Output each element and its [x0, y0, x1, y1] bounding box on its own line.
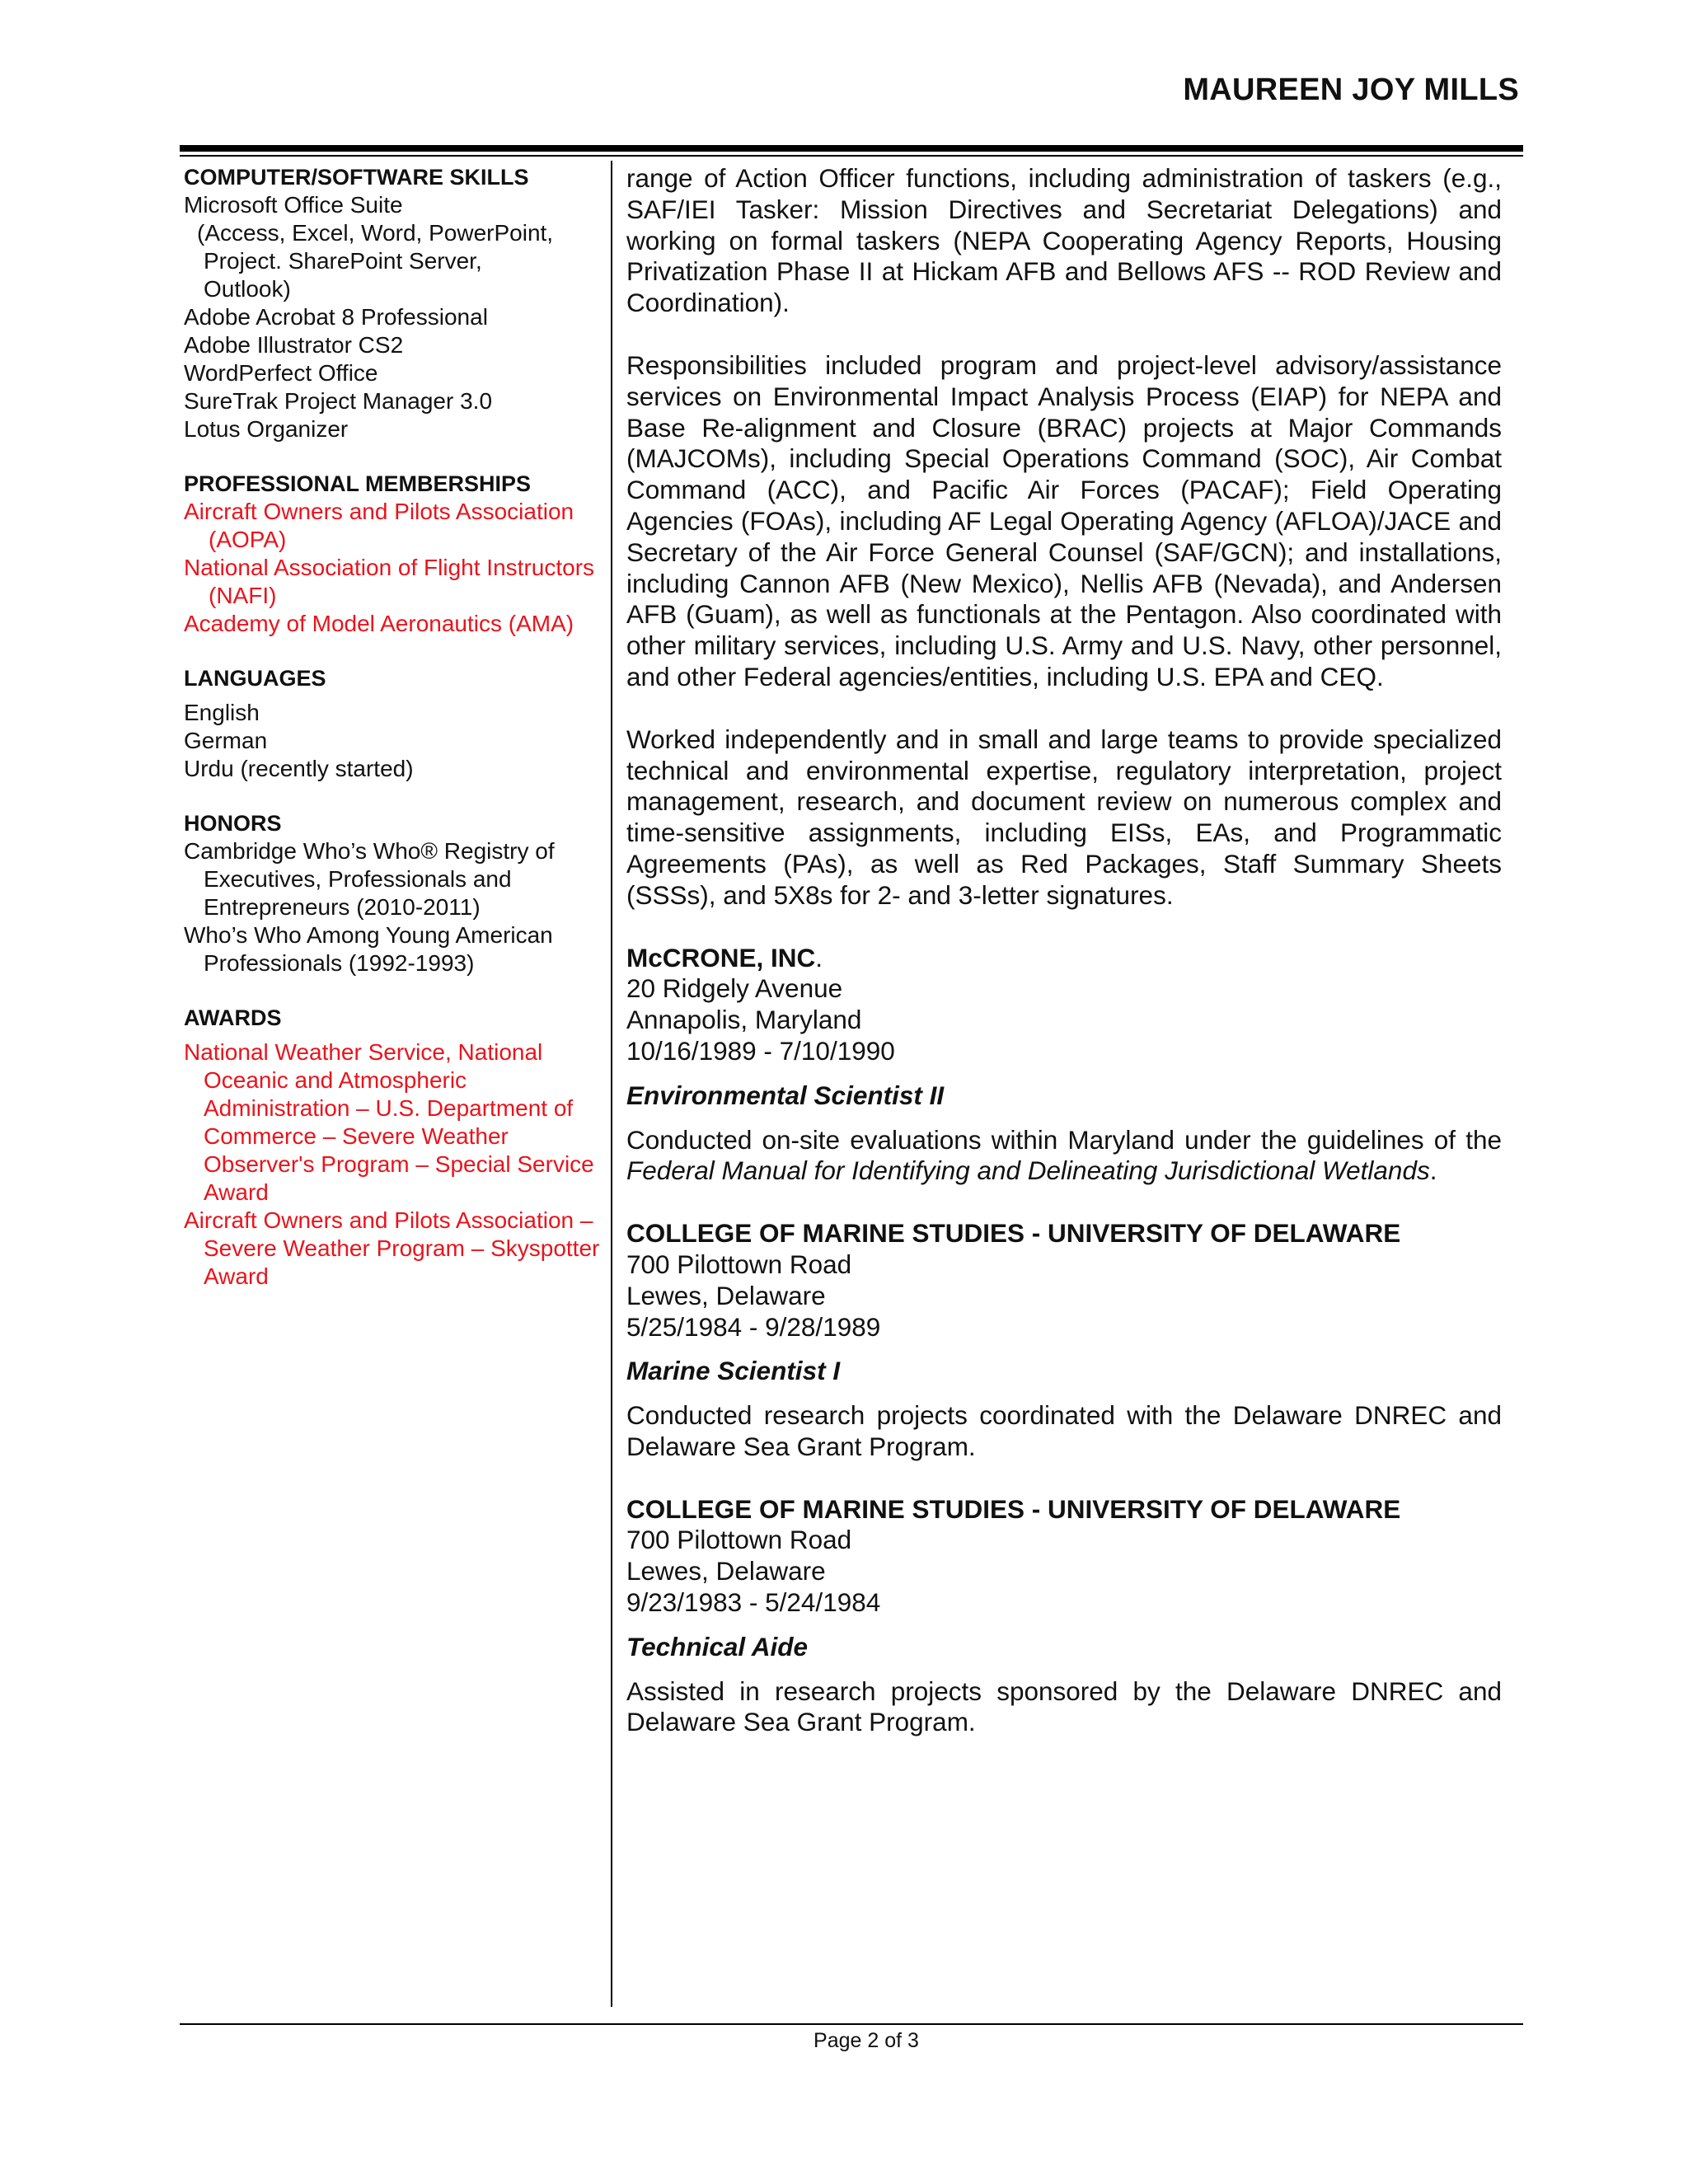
- employer-address: 20 Ridgely Avenue: [626, 973, 843, 1004]
- skill-item: WordPerfect Office: [184, 360, 378, 386]
- languages-section: [184, 664, 604, 783]
- column-divider: [611, 161, 612, 2007]
- skill-item: Project. SharePoint Server,: [204, 248, 482, 274]
- honors-section: [184, 809, 604, 977]
- memberships-section: [184, 470, 604, 638]
- employer-city: Annapolis, Maryland: [626, 1005, 862, 1035]
- skill-item: Adobe Acrobat 8 Professional: [184, 304, 488, 330]
- experience-paragraph: Responsibilities included program and project-level advisory/assistance services on Environmental Impact Analysis Process (EIAP) for NEPA and Base Re-alignment and Closure (BRAC) projects at Major Commands (MAJCOMs), including Special Operations Command (SOC), Air Combat Command (ACC), and Pacific Air Forces (PACAF); Field Operating Agencies (FOAs), including AF Legal Operating Agency (AFLOA)/JACE and Secretary of the Air Force General Counsel (SAF/GCN); and installations, including Cannon AFB (New Mexico), Nellis AFB (Nevada), and Andersen AFB (Guam), as well as functionals at the Pentagon. Also coordinated with other military services, including U.S. Army and U.S. Navy, other personnel, and other Federal agencies/entities, including U.S. EPA and CEQ.: [626, 349, 1502, 691]
- skills-section: [184, 163, 604, 443]
- award-item: National Weather Service, National Oceanic and Atmospheric Administration – U.S. Department of Commerce – Severe Weather Observer's Program – Special Service Award: [184, 1039, 594, 1205]
- skill-item: Outlook): [204, 276, 291, 302]
- job-description: Conducted on-site evaluations within Maryland under the guidelines of the Federal Manual for Identifying and Delineating Jurisdictional Wetlands.: [626, 1124, 1502, 1186]
- employer-name: COLLEGE OF MARINE STUDIES - UNIVERSITY OF DELAWARE: [626, 1218, 1401, 1249]
- skill-item: Lotus Organizer: [184, 416, 349, 442]
- job-description: Conducted research projects coordinated with the Delaware DNREC and Delaware Sea Grant Program.: [626, 1400, 1502, 1461]
- job-title: Technical Aide: [626, 1631, 808, 1661]
- job-entry: [626, 1494, 1502, 1739]
- job-title: Marine Scientist I: [626, 1356, 841, 1386]
- employment-dates: 9/23/1983 - 5/24/1984: [626, 1587, 881, 1618]
- memberships-title: PROFESSIONAL MEMBERSHIPS: [184, 471, 532, 496]
- experience-paragraph: range of Action Officer functions, including administration of taskers (e.g., SAF/IEI Tasker: Mission Directives and Secretariat Delegations) and working on formal taskers (NEPA Cooperating Agency Reports, Housing Privatization Phase II at Hickam AFB and Bellows AFS -- ROD Review and Coordination).: [626, 163, 1502, 318]
- experience-paragraph: Worked independently and in small and large teams to provide specialized technical and environmental expertise, regulatory interpretation, project management, research, and document review on numerous complex and time-sensitive assignments, including EISs, EAs, and Programmatic Agreements (PAs), as well as Red Packages, Staff Summary Sheets (SSSs), and 5X8s for 2- and 3-letter signatures.: [626, 724, 1502, 910]
- sidebar: [184, 163, 604, 1317]
- header-rule-thick: [180, 145, 1523, 152]
- awards-title: AWARDS: [184, 1005, 282, 1030]
- footer-rule: [180, 2023, 1523, 2025]
- job-entry: [626, 943, 1502, 1188]
- language-item: German: [184, 728, 268, 753]
- award-item: Aircraft Owners and Pilots Association – Severe Weather Program – Skyspotter Award: [184, 1207, 600, 1289]
- skill-item: Microsoft Office Suite: [184, 192, 403, 218]
- employment-dates: 10/16/1989 - 7/10/1990: [626, 1035, 895, 1066]
- job-description: Assisted in research projects sponsored by the Delaware DNREC and Delaware Sea Grant Program.: [626, 1675, 1502, 1737]
- skill-item: Adobe Illustrator CS2: [184, 332, 404, 358]
- employer-name: COLLEGE OF MARINE STUDIES - UNIVERSITY OF DELAWARE: [626, 1493, 1401, 1524]
- languages-title: LANGUAGES: [184, 666, 326, 691]
- honors-title: HONORS: [184, 811, 282, 836]
- skills-title: COMPUTER/SOFTWARE SKILLS: [184, 165, 529, 190]
- employer-address: 700 Pilottown Road: [626, 1525, 852, 1555]
- awards-section: [184, 1004, 604, 1291]
- main-content: [626, 163, 1502, 1769]
- employer-name: McCRONE, INC.: [626, 942, 823, 972]
- language-item: English: [184, 700, 260, 725]
- honor-item: Cambridge Who’s Who® Registry of Executives, Professionals and Entrepreneurs (2010-2011): [184, 838, 555, 920]
- header-rule-thin: [180, 155, 1523, 157]
- membership-item: National Association of Flight Instructors (NAFI): [184, 555, 595, 608]
- job-title: Environmental Scientist II: [626, 1080, 945, 1110]
- job-entry: [626, 1218, 1502, 1463]
- candidate-name: MAUREEN JOY MILLS: [1183, 73, 1519, 107]
- membership-item: Academy of Model Aeronautics (AMA): [184, 611, 574, 636]
- page-number: Page 2 of 3: [814, 2029, 919, 2052]
- membership-item: Aircraft Owners and Pilots Association (AOPA): [184, 499, 574, 552]
- employer-address: 700 Pilottown Road: [626, 1249, 852, 1279]
- employment-dates: 5/25/1984 - 9/28/1989: [626, 1311, 881, 1342]
- skill-item: SureTrak Project Manager 3.0: [184, 388, 493, 414]
- employer-city: Lewes, Delaware: [626, 1280, 826, 1310]
- skill-item: (Access, Excel, Word, PowerPoint,: [197, 220, 554, 246]
- employer-city: Lewes, Delaware: [626, 1556, 826, 1586]
- language-item: Urdu (recently started): [184, 756, 414, 781]
- honor-item: Who’s Who Among Young American Professionals (1992-1993): [184, 922, 553, 976]
